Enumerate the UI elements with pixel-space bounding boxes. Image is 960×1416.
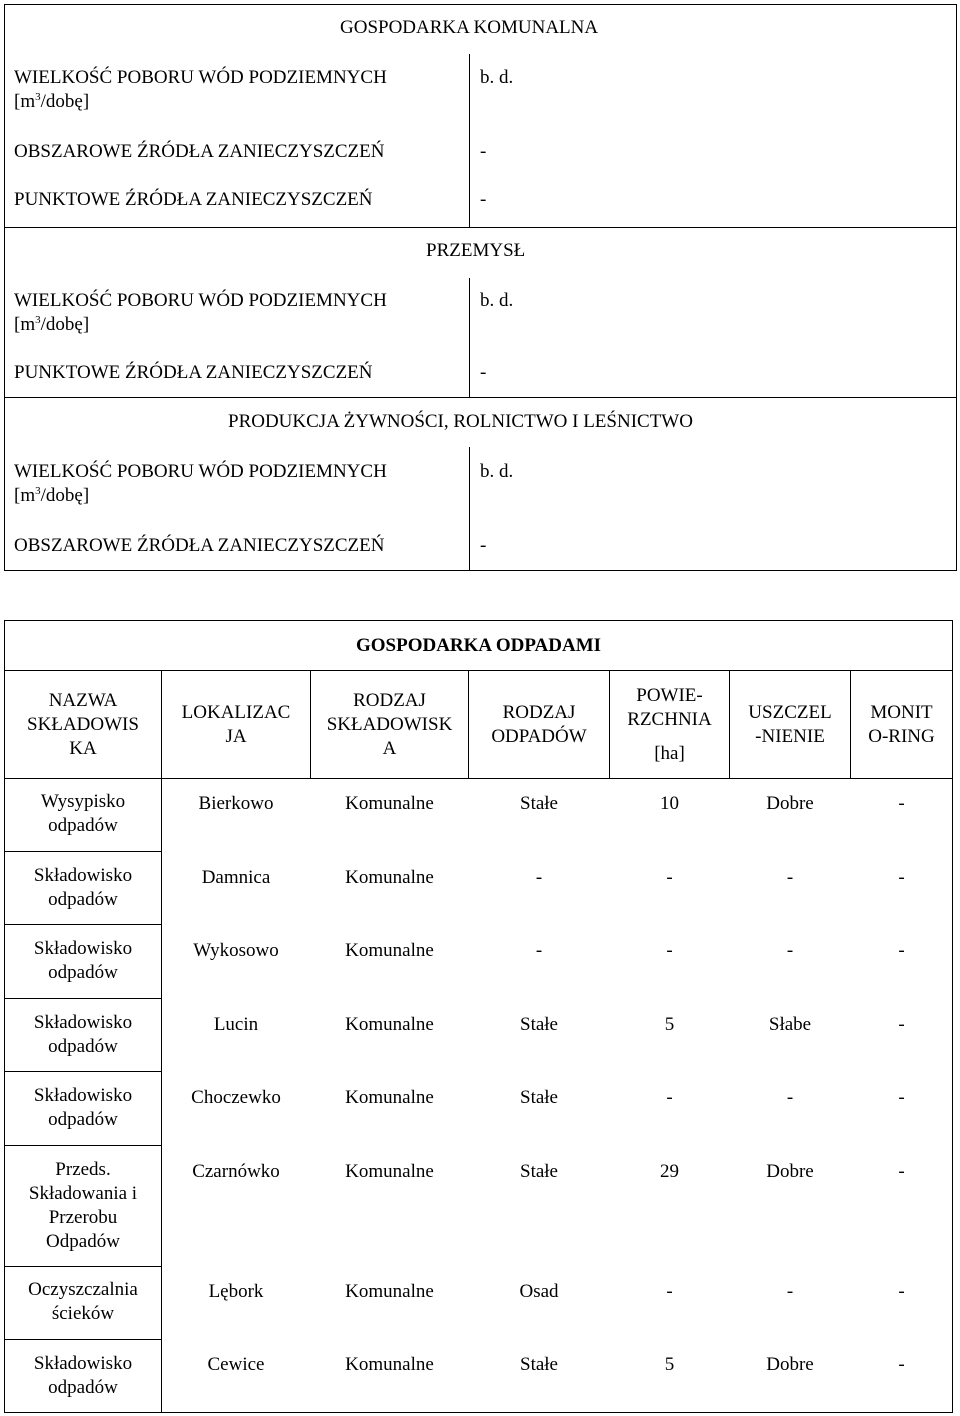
cell-rodzaj-odpadow: -	[535, 867, 543, 888]
cell-lokalizacja: Cewice	[207, 1354, 265, 1375]
cell-rodzaj-skladowiska: Komunalne	[345, 793, 434, 814]
row-divider	[4, 1339, 162, 1340]
cell-name: Składowisko odpadów	[33, 1085, 133, 1130]
column-divider	[469, 278, 470, 398]
cell-uszczelnienie: -	[786, 1087, 794, 1108]
cell-rodzaj-odpadow: Stałe	[520, 1014, 558, 1035]
cell-rodzaj-odpadow: Stałe	[520, 1161, 558, 1182]
cell-name: Przeds. Składowania i Przerobu Odpadów	[28, 1159, 138, 1252]
cell-uszczelnienie: -	[786, 1281, 794, 1302]
row-divider	[4, 998, 162, 999]
row-divider	[4, 924, 162, 925]
header-rodzaj-odpadow: RODZAJ ODPADÓW	[491, 701, 587, 747]
cell-uszczelnienie: -	[786, 867, 794, 888]
row-value: -	[480, 535, 487, 556]
cell-rodzaj-skladowiska: Komunalne	[345, 1281, 434, 1302]
cell-rodzaj-odpadow: Stałe	[520, 1354, 558, 1375]
cell-uszczelnienie: Dobre	[766, 793, 814, 814]
column-divider	[469, 54, 470, 228]
table-border-right	[952, 620, 953, 1413]
row-divider	[4, 1145, 162, 1146]
row-unit: $[m^3/dobę]$	[14, 485, 90, 506]
row-label: PUNKTOWE ŹRÓDŁA ZANIECZYSZCZEŃ	[14, 362, 373, 383]
cell-lokalizacja: Damnica	[201, 867, 271, 888]
cell-monitoring: -	[898, 867, 905, 888]
row-divider	[4, 851, 162, 852]
cell-monitoring: -	[898, 793, 905, 814]
header-powierzchnia: POWIE- RZCHNIA [ha]	[627, 684, 712, 764]
row-unit: $[m^3/dobę]$	[14, 91, 90, 112]
cell-uszczelnienie: Słabe	[768, 1014, 812, 1035]
cell-powierzchnia: -	[666, 1087, 673, 1108]
cell-rodzaj-skladowiska: Komunalne	[345, 1354, 434, 1375]
cell-name: Składowisko odpadów	[33, 1012, 133, 1057]
section-divider	[4, 397, 957, 398]
cell-name: Składowisko odpadów	[33, 938, 133, 983]
cell-powierzchnia: 5	[664, 1014, 675, 1035]
cell-powierzchnia: -	[666, 1281, 673, 1302]
cell-monitoring: -	[898, 1014, 905, 1035]
header-nazwa: NAZWA SKŁADOWIS KA	[27, 689, 139, 759]
row-label: OBSZAROWE ŹRÓDŁA ZANIECZYSZCZEŃ	[14, 141, 385, 162]
row-unit: $[m^3/dobę]$	[14, 314, 90, 335]
table-border-bottom	[4, 570, 957, 571]
cell-uszczelnienie: -	[786, 940, 794, 961]
cell-rodzaj-skladowiska: Komunalne	[345, 1087, 434, 1108]
table-border-left	[4, 4, 5, 571]
table-border-top	[4, 4, 957, 5]
cell-lokalizacja: Lębork	[208, 1281, 264, 1302]
cell-name: Składowisko odpadów	[33, 865, 133, 910]
row-label: WIELKOŚĆ POBORU WÓD PODZIEMNYCH	[14, 67, 387, 88]
cell-powierzchnia: 10	[660, 793, 679, 814]
cell-name: Oczyszczalnia ścieków	[28, 1279, 138, 1324]
section-header-komunalna: GOSPODARKA KOMUNALNA	[340, 17, 599, 38]
header-rodzaj-skladowiska: RODZAJ SKŁADOWISK A	[326, 689, 453, 759]
section-header-przemysl: PRZEMYSŁ	[426, 240, 526, 261]
cell-rodzaj-skladowiska: Komunalne	[345, 940, 434, 961]
cell-powierzchnia: -	[666, 867, 673, 888]
cell-rodzaj-odpadow: Stałe	[520, 793, 558, 814]
cell-monitoring: -	[898, 1354, 905, 1375]
cell-uszczelnienie: Dobre	[766, 1354, 814, 1375]
section-header-rolnictwo: PRODUKCJA ŻYWNOŚCI, ROLNICTWO I LEŚNICTWO	[228, 411, 693, 432]
header-divider	[4, 778, 953, 779]
cell-rodzaj-odpadow: Stałe	[520, 1087, 558, 1108]
row-divider	[4, 1266, 162, 1267]
cell-powierzchnia: 29	[660, 1161, 679, 1182]
column-divider	[469, 447, 470, 571]
row-value: -	[480, 362, 487, 383]
row-label: WIELKOŚĆ POBORU WÓD PODZIEMNYCH	[14, 461, 387, 482]
cell-lokalizacja: Bierkowo	[198, 793, 274, 814]
header-uszczelnienie: USZCZEL -NIENIE	[748, 701, 832, 747]
cell-uszczelnienie: Dobre	[766, 1161, 814, 1182]
table-border-bottom	[4, 1412, 953, 1413]
cell-powierzchnia: -	[666, 940, 673, 961]
cell-rodzaj-odpadow: -	[535, 940, 543, 961]
cell-monitoring: -	[898, 1087, 905, 1108]
cell-monitoring: -	[898, 940, 905, 961]
row-value: b. d.	[480, 290, 514, 311]
row-value: b. d.	[480, 67, 514, 88]
row-value: b. d.	[480, 461, 514, 482]
cell-lokalizacja: Czarnówko	[192, 1161, 280, 1182]
cell-lokalizacja: Choczewko	[191, 1087, 281, 1108]
section-divider	[4, 227, 957, 228]
cell-lokalizacja: Wykosowo	[193, 940, 279, 961]
cell-monitoring: -	[898, 1281, 905, 1302]
cell-rodzaj-skladowiska: Komunalne	[345, 1161, 434, 1182]
waste-table-title: GOSPODARKA ODPADAMI	[355, 634, 602, 656]
header-lokalizacja: LOKALIZAC JA	[181, 701, 291, 747]
cell-monitoring: -	[898, 1161, 905, 1182]
cell-name: Składowisko odpadów	[33, 1353, 133, 1398]
cell-rodzaj-skladowiska: Komunalne	[345, 867, 434, 888]
table-border-right	[956, 4, 957, 571]
row-label: PUNKTOWE ŹRÓDŁA ZANIECZYSZCZEŃ	[14, 189, 373, 210]
row-divider	[4, 1071, 162, 1072]
cell-lokalizacja: Lucin	[213, 1014, 259, 1035]
cell-powierzchnia: 5	[664, 1354, 675, 1375]
cell-rodzaj-odpadow: Osad	[519, 1281, 559, 1302]
cell-rodzaj-skladowiska: Komunalne	[345, 1014, 434, 1035]
row-label: OBSZAROWE ŹRÓDŁA ZANIECZYSZCZEŃ	[14, 535, 385, 556]
header-monitoring: MONIT O-RING	[868, 701, 935, 747]
row-value: -	[480, 141, 487, 162]
row-value: -	[480, 189, 487, 210]
row-label: WIELKOŚĆ POBORU WÓD PODZIEMNYCH	[14, 290, 387, 311]
cell-name: Wysypisko odpadów	[40, 791, 126, 836]
